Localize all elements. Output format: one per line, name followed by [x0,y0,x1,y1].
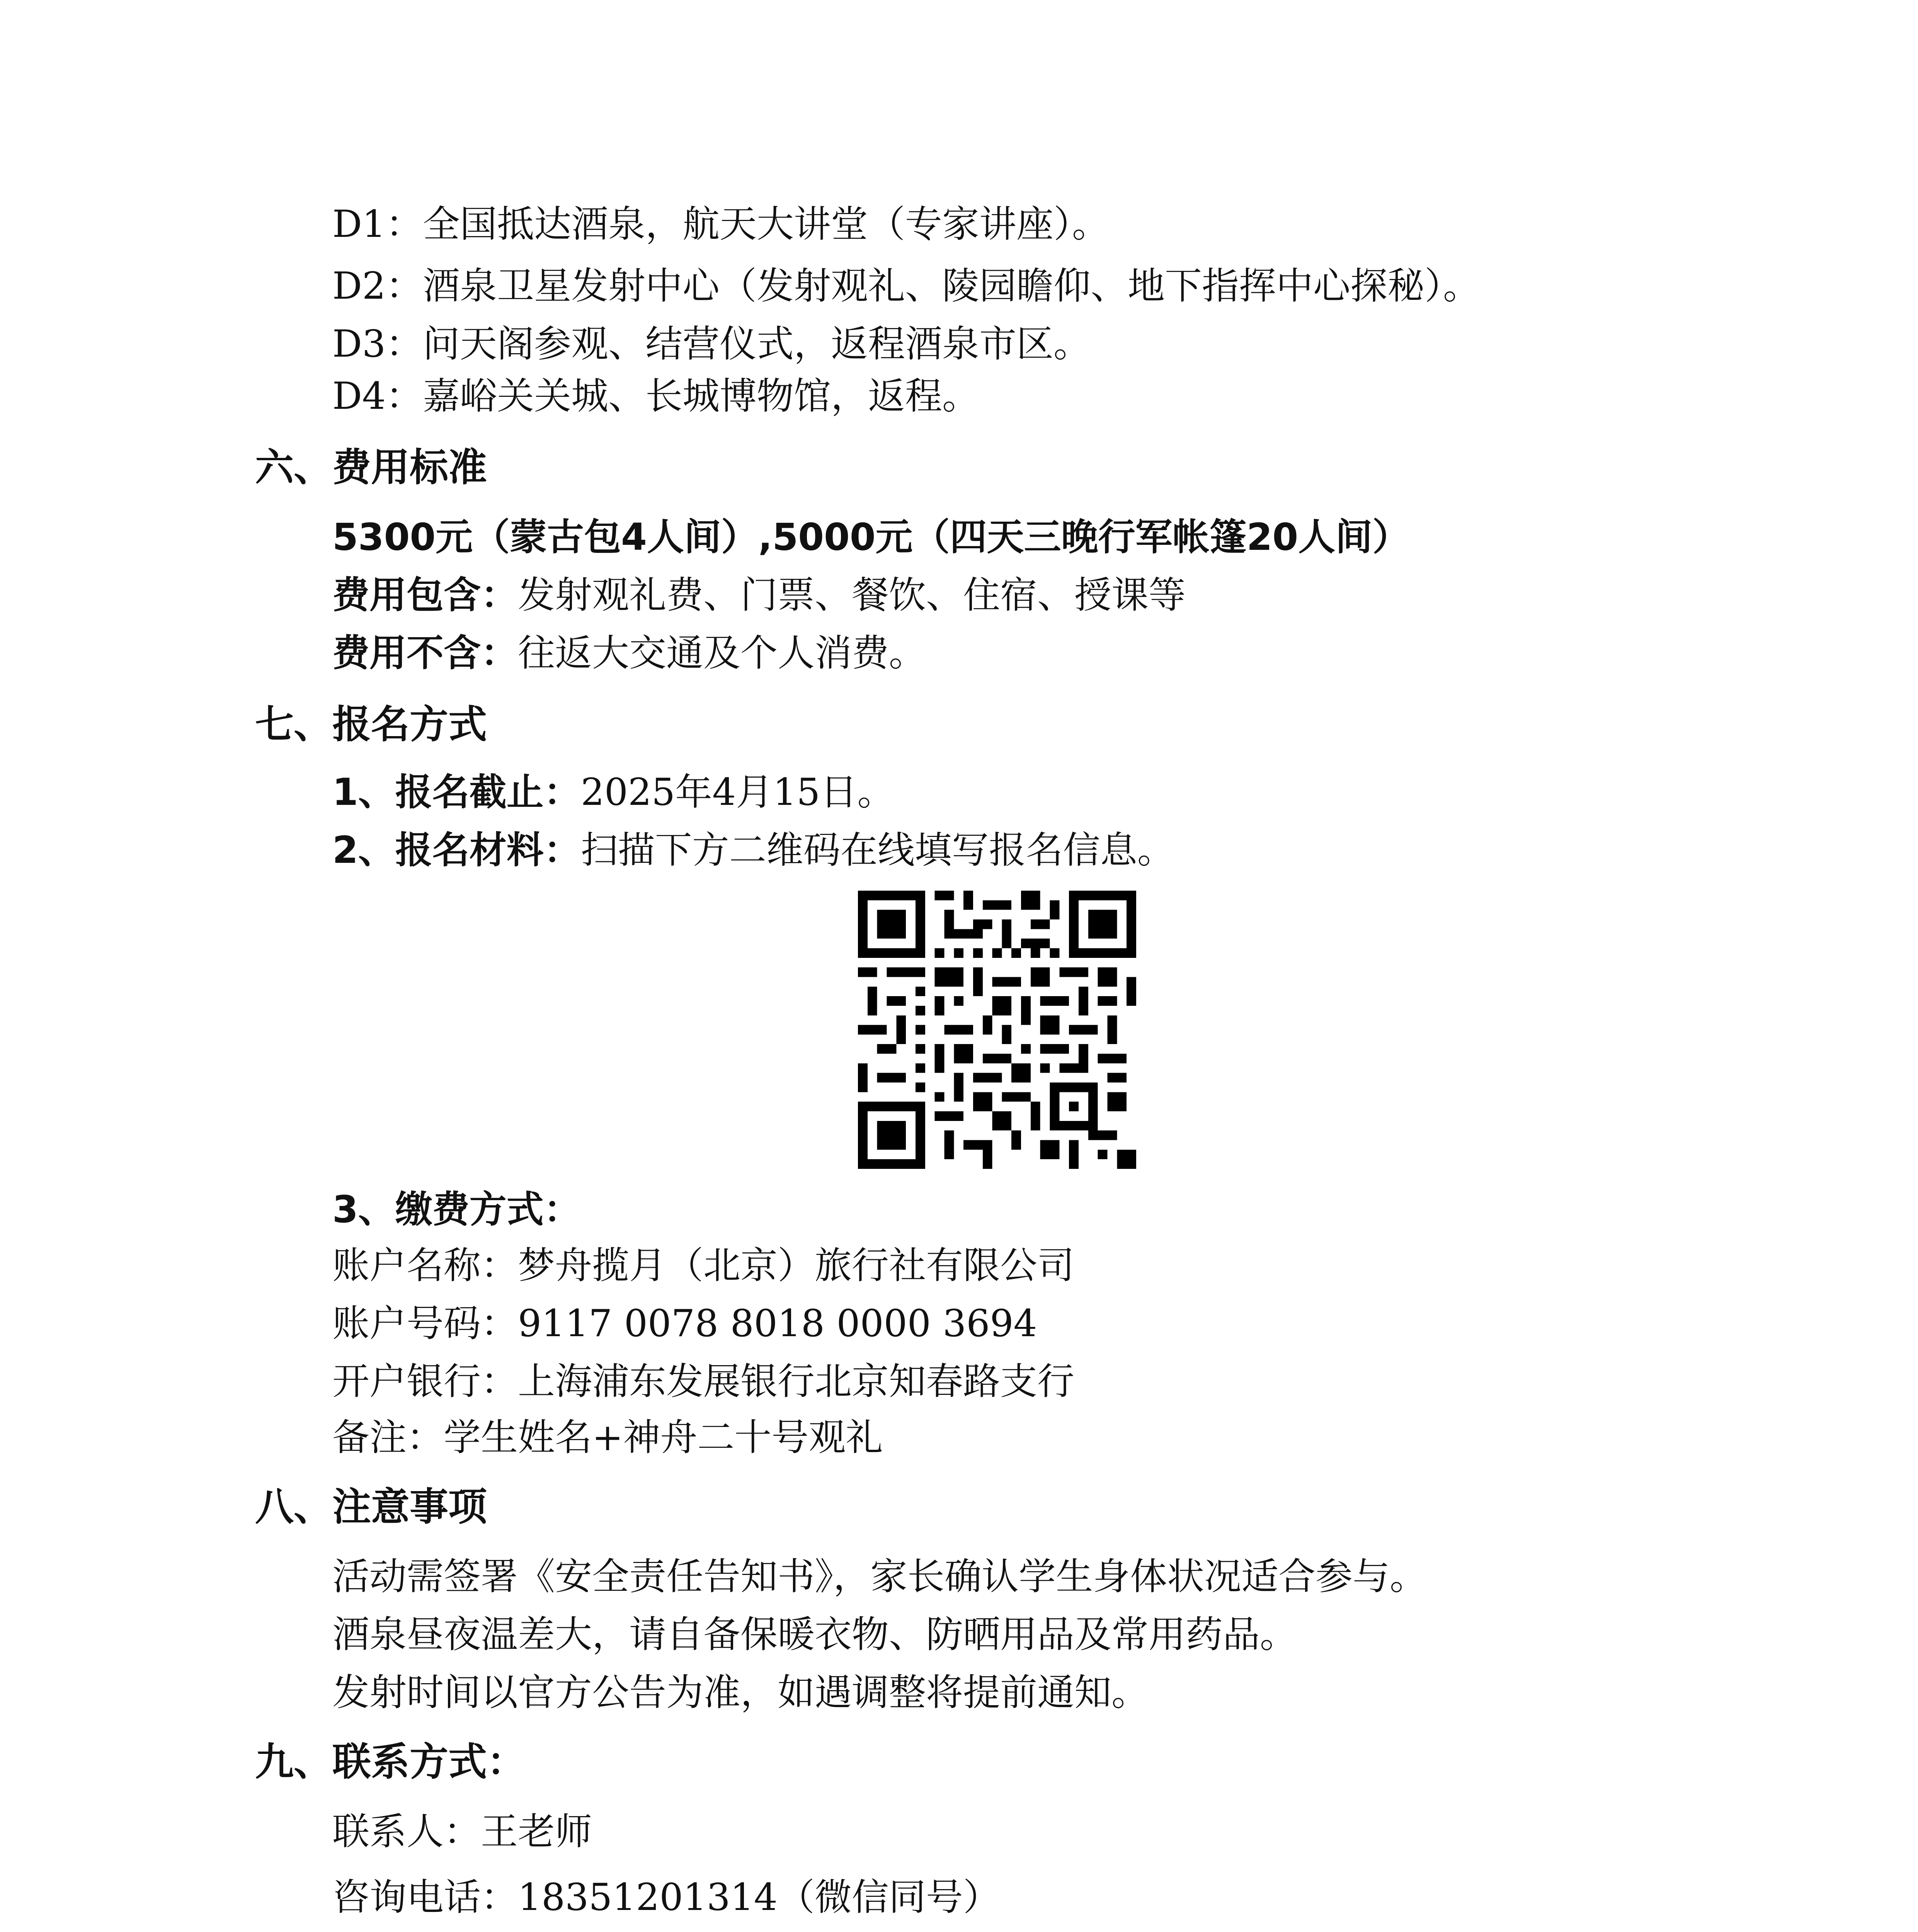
itinerary-d1 [332,201,1109,247]
account-name: 账户名称：梦舟揽月（北京）旅行社有限公司 [332,1244,1074,1287]
excluded-text: 往返大交通及个人消费。 [518,631,926,675]
fees-excluded [332,630,926,676]
notes-heading: 八、注意事项 [255,1484,487,1529]
day-text: 酒泉卫星发射中心（发射观礼、陵园瞻仰、地下指挥中心探秘）。 [423,264,1481,308]
included-label: 费用包含： [332,573,518,617]
itinerary-d3 [332,321,1091,367]
bank-name: 开户银行：上海浦东发展银行北京知春路支行 [332,1360,1074,1403]
registration-materials [332,827,1174,873]
included-text: 发射观礼费、门票、餐饮、住宿、授课等 [518,573,1186,617]
contact-phone: 咨询电话：18351201314（微信同号） [332,1876,1000,1919]
registration-heading: 七、报名方式 [255,702,487,747]
day-text: 嘉峪关关城、长城博物馆，返程。 [423,374,980,418]
contact-person: 联系人：王老师 [332,1810,592,1853]
payment-remark: 备注：学生姓名+神舟二十号观礼 [332,1416,883,1459]
deadline-label: 1、报名截止： [332,770,581,814]
account-number: 账户号码：9117 0078 8018 0000 3694 [332,1302,1037,1345]
deadline-text: 2025年4月15日。 [580,770,895,814]
day-text: 全国抵达酒泉，航天大讲堂（专家讲座）。 [423,202,1110,246]
fees-included [332,572,1186,618]
excluded-label: 费用不含： [332,631,518,675]
day-label: D4： [332,374,423,418]
registration-deadline [332,769,894,815]
payment-heading: 3、缴费方式： [332,1188,581,1231]
qr-code-icon[interactable] [858,879,1136,1180]
day-label: D2： [332,264,423,308]
fees-heading: 六、费用标准 [255,445,487,490]
fees-price: 5300元（蒙古包4人间）,5000元（四天三晚行军帐篷20人间） [332,515,1410,559]
contact-heading: 九、联系方式： [255,1739,526,1784]
itinerary-d4 [332,373,979,419]
day-label: D3： [332,322,423,366]
note-item: 活动需签署《安全责任告知书》，家长确认学生身体状况适合参与。 [332,1555,1427,1598]
materials-text: 扫描下方二维码在线填写报名信息。 [580,828,1174,872]
itinerary-d2 [332,263,1480,309]
note-item: 酒泉昼夜温差大，请自备保暖衣物、防晒用品及常用药品。 [332,1613,1297,1656]
day-text: 问天阁参观、结营仪式，返程酒泉市区。 [423,322,1091,366]
note-item: 发射时间以官方公告为准，如遇调整将提前通知。 [332,1671,1149,1714]
materials-label: 2、报名材料： [332,828,581,872]
day-label: D1： [332,202,423,246]
